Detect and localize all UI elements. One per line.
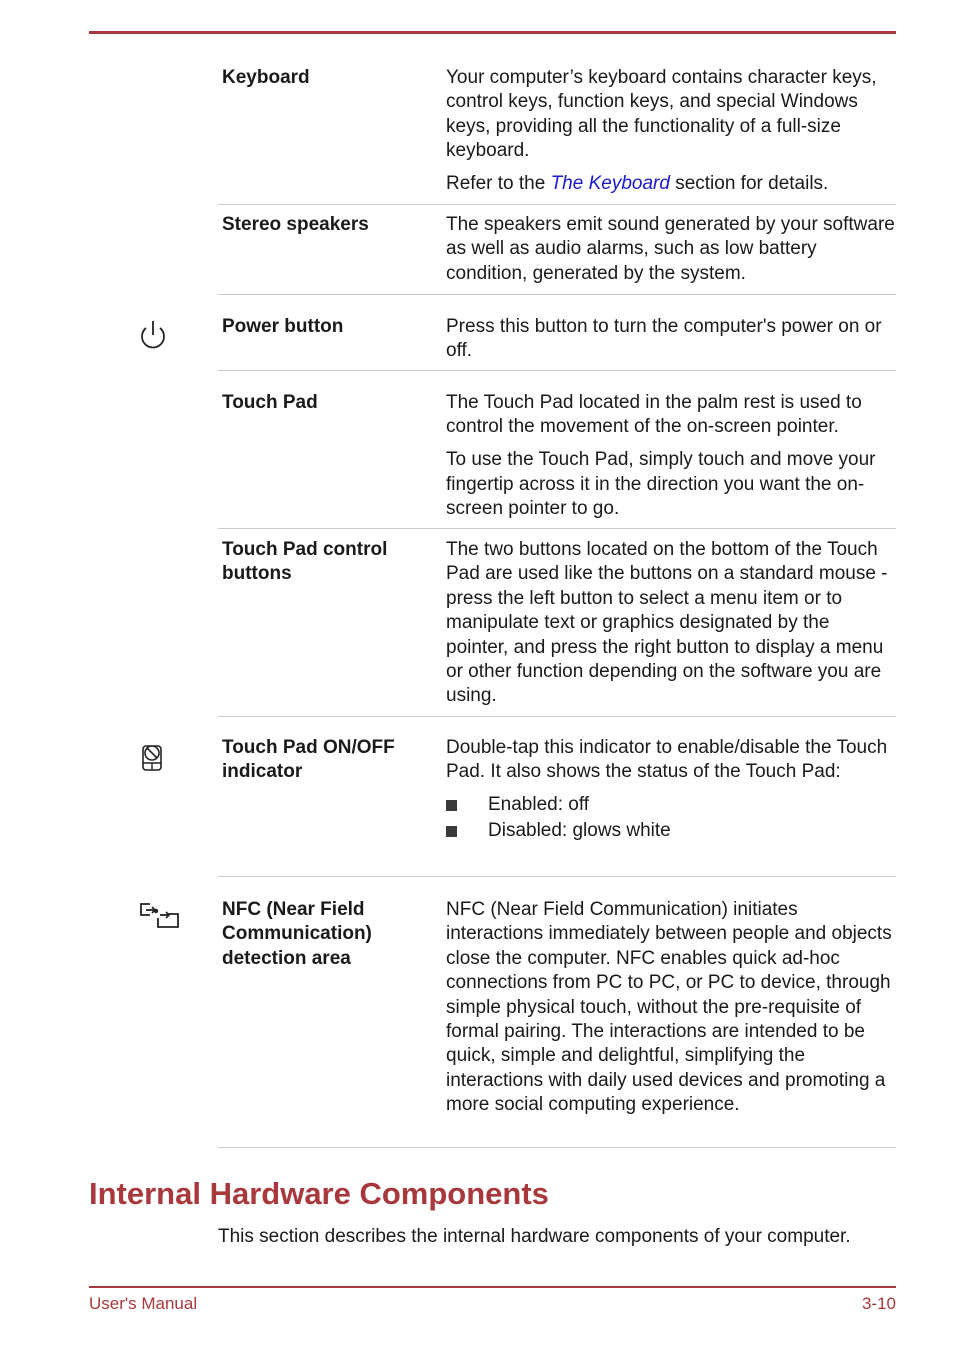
status-list — [446, 793, 896, 843]
power-icon — [136, 318, 170, 352]
ref-suffix: section for details. — [669, 173, 829, 195]
table-row-touch-pad-control-buttons — [218, 538, 896, 717]
term-label: Touch Pad — [222, 392, 318, 413]
term-label: Power button — [222, 316, 344, 337]
list-item-text: Disabled: glows white — [488, 820, 671, 842]
bullet-square-icon — [446, 800, 457, 811]
list-item — [446, 793, 896, 817]
ref-prefix: Refer to the — [446, 173, 551, 195]
footer-rule — [89, 1286, 896, 1288]
description-text: The speakers emit sound generated by your software as well as audio alarms, such as low battery condition, generated by the system. — [446, 214, 895, 284]
term-label: Stereo speakers — [222, 214, 369, 235]
section-intro: This section describes the internal hardware components of your computer. — [218, 1226, 851, 1247]
nfc-icon — [138, 900, 182, 930]
term-label: Touch Pad control buttons — [222, 539, 388, 585]
table-row-touch-pad-indicator — [218, 736, 896, 877]
term-label: NFC (Near Field Communication) detection area — [222, 899, 372, 969]
description — [446, 391, 896, 530]
table-row-keyboard — [218, 66, 896, 205]
table-row-touch-pad — [218, 391, 896, 529]
description-text: The two buttons located on the bottom of the Touch Pad are used like the buttons on a standard mouse - press the left button to select a menu item or to manipulate text or graphics designated by the pointer, and press the right button to display a menu or other function depending on the software you are using. — [446, 539, 888, 707]
table-row-nfc — [218, 898, 896, 1148]
list-item — [446, 819, 896, 843]
touchpad-off-icon — [137, 741, 167, 773]
description-text-2: To use the Touch Pad, simply touch and move your fingertip across it in the direction you want the on-screen pointer to go. — [446, 449, 876, 520]
description — [446, 538, 896, 717]
term-label: Keyboard — [222, 67, 310, 88]
description — [446, 315, 896, 372]
description-text: Double-tap this indicator to enable/disable the Touch Pad. It also shows the status of the Touch Pad: — [446, 737, 888, 783]
bullet-square-icon — [446, 826, 457, 837]
description — [446, 736, 896, 845]
footer-page-number: 3-10 — [861, 1294, 896, 1313]
header-rule — [89, 31, 896, 34]
keyboard-section-link[interactable]: The Keyboard — [550, 173, 670, 195]
description-text: The Touch Pad located in the palm rest is used to control the movement of the on-screen pointer. — [446, 392, 862, 438]
table-row-stereo-speakers — [218, 213, 896, 295]
description-ref — [446, 172, 896, 196]
list-item-text: Enabled: off — [488, 794, 590, 816]
description-text: Your computer’s keyboard contains character keys, control keys, function keys, and special Windows keys, providing all the functionality of a full-size keyboard. — [446, 67, 877, 162]
section-title: Internal Hardware Components — [89, 1176, 549, 1211]
term-label: Touch Pad ON/OFF indicator — [222, 737, 395, 783]
description-text: Press this button to turn the computer's power on or off. — [446, 316, 882, 362]
description-text: NFC (Near Field Communication) initiates interactions immediately between people and objects close the computer. NFC enables quick ad-hoc connections from PC to PC, or PC to device, through simple physical touch, without the pre-requisite of formal pairing. The interactions are intended to be quick, simple and delightful, simplifying the interactions with daily used devices and promoting a more social computing experience. — [446, 899, 892, 1116]
description — [446, 898, 896, 1126]
table-row-power-button — [218, 315, 896, 371]
description — [446, 213, 896, 295]
description — [446, 66, 896, 205]
footer-manual-title: User's Manual — [89, 1294, 198, 1313]
